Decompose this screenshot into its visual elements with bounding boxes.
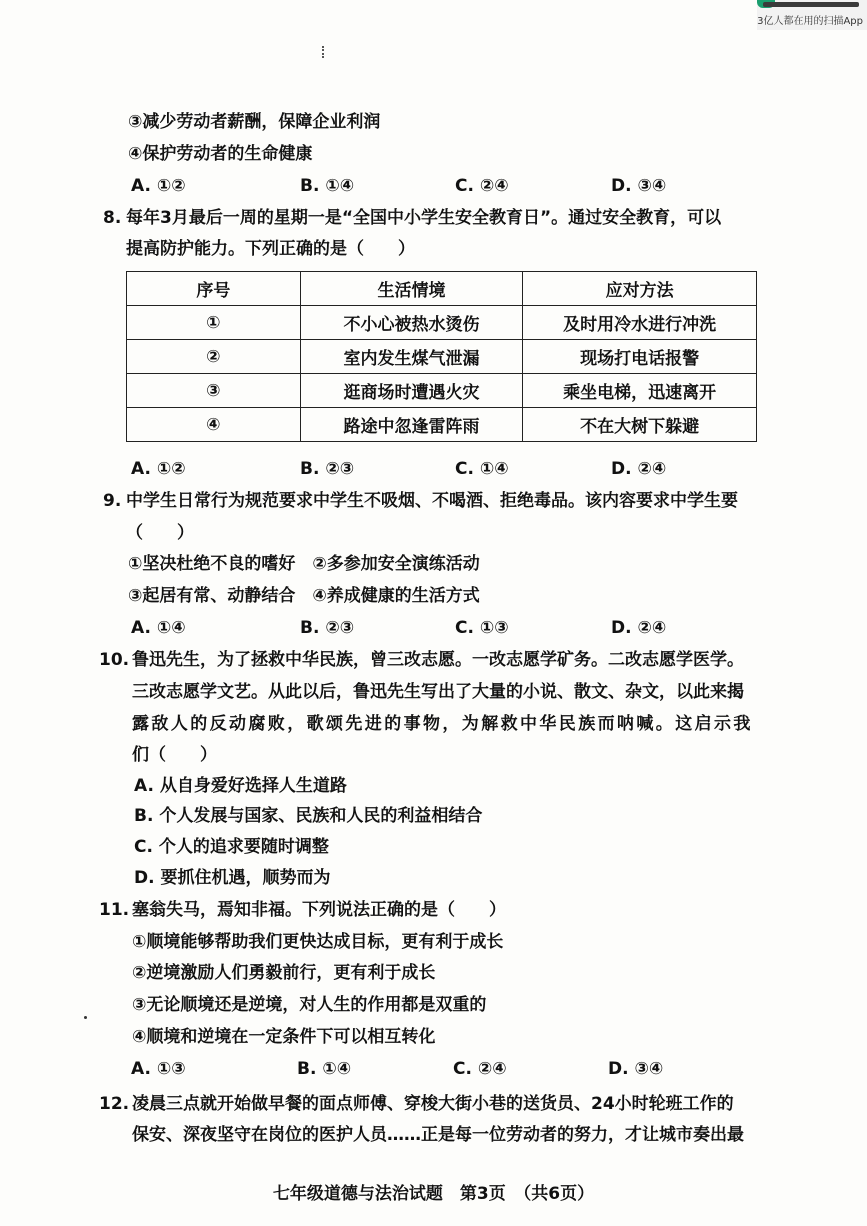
- q8-stem-line1: 每年3月最后一周的星期一是“全国中小学生安全教育日”。通过安全教育，可以: [126, 208, 722, 228]
- q9-stem-line1: 中学生日常行为规范要求中学生不吸烟、不喝酒、拒绝毒品。该内容要求中学生要: [126, 491, 738, 511]
- table-row: [127, 306, 757, 340]
- q7-option-b: B. ①④: [300, 176, 355, 196]
- q10-option-c: C. 个人的追求要随时调整: [134, 837, 329, 857]
- q10-option-d: D. 要抓住机遇，顺势而为: [134, 868, 331, 888]
- q8-option-a: A. ①②: [131, 459, 186, 479]
- scan-speck: [84, 1016, 87, 1019]
- q11-option-c: C. ②④: [453, 1059, 507, 1079]
- q11-item-3: ③无论顺境还是逆境，对人生的作用都是双重的: [132, 995, 487, 1015]
- q12-stem-line2: 保安、深夜坚守在岗位的医护人员……正是每一位劳动者的努力，才让城市奏出最: [132, 1125, 744, 1145]
- q7-item-3: ③减少劳动者薪酬，保障企业利润: [128, 112, 381, 132]
- q10-stem-line2: 三改志愿学文艺。从此以后，鲁迅先生写出了大量的小说、散文、杂文，以此来揭: [132, 682, 744, 702]
- q9-items-line1: ①坚决杜绝不良的嗜好 ②多参加安全演练活动: [128, 554, 480, 574]
- q11-item-1: ①顺境能够帮助我们更快达成目标，更有利于成长: [132, 932, 504, 952]
- table-row: [127, 408, 757, 442]
- q12-stem-line1: 凌晨三点就开始做早餐的面点师傅、穿梭大街小巷的送货员、24小时轮班工作的: [132, 1094, 734, 1114]
- q9-option-a: A. ①④: [131, 618, 186, 638]
- table-cell: 不小心被热水烫伤: [300, 306, 523, 340]
- q10-option-b: B. 个人发展与国家、民族和人民的利益相结合: [134, 806, 483, 826]
- watermark-bar: [763, 2, 859, 7]
- q9-option-c: C. ①③: [455, 618, 509, 638]
- table-cell: 逛商场时遭遇火灾: [300, 374, 523, 408]
- q8-number: 8.: [103, 208, 122, 228]
- table-header: 序号: [127, 272, 301, 306]
- table-cell: 现场打电话报警: [523, 340, 757, 374]
- table-cell: ②: [127, 340, 301, 374]
- q7-option-a: A. ①②: [131, 176, 186, 196]
- table-cell: ③: [127, 374, 301, 408]
- q11-number: 11.: [99, 900, 130, 920]
- q10-number: 10.: [99, 650, 130, 670]
- q7-option-d: D. ③④: [611, 176, 667, 196]
- q11-option-d: D. ③④: [608, 1059, 664, 1079]
- table-header-row: [127, 272, 757, 306]
- table-cell: 不在大树下躲避: [523, 408, 757, 442]
- scan-speck: [322, 46, 326, 58]
- q10-stem-line1: 鲁迅先生，为了拯救中华民族，曾三改志愿。一改志愿学矿务。二改志愿学医学。: [132, 650, 744, 670]
- q8-option-d: D. ②④: [611, 459, 667, 479]
- page-footer: 七年级道德与法治试题 第3页 （共6页）: [272, 1184, 595, 1204]
- table-header: 应对方法: [523, 272, 757, 306]
- table-cell: 路途中忽逢雷阵雨: [300, 408, 523, 442]
- q12-number: 12.: [99, 1094, 130, 1114]
- table-cell: 乘坐电梯，迅速离开: [523, 374, 757, 408]
- q7-item-4: ④保护劳动者的生命健康: [128, 144, 313, 164]
- q10-option-a: A. 从自身爱好选择人生道路: [134, 776, 347, 796]
- q9-items-line2: ③起居有常、动静结合 ④养成健康的生活方式: [128, 586, 480, 606]
- q8-option-c: C. ①④: [455, 459, 509, 479]
- q9-option-d: D. ②④: [611, 618, 667, 638]
- q9-number: 9.: [103, 491, 122, 511]
- q11-option-a: A. ①③: [131, 1059, 186, 1079]
- q11-stem: 塞翁失马，焉知非福。下列说法正确的是（ ）: [132, 900, 506, 920]
- q10-stem-line3: 露敌人的反动腐败，歌颂先进的事物，为解救中华民族而呐喊。这启示我: [132, 714, 753, 734]
- table-cell: ④: [127, 408, 301, 442]
- q11-option-b: B. ①④: [297, 1059, 352, 1079]
- watermark-text: 3亿人都在用的扫描App: [757, 16, 863, 27]
- table-cell: 及时用冷水进行冲洗: [523, 306, 757, 340]
- table-cell: ①: [127, 306, 301, 340]
- table-cell: 室内发生煤气泄漏: [300, 340, 523, 374]
- q8-table: [126, 271, 757, 442]
- q9-option-b: B. ②③: [300, 618, 355, 638]
- q11-item-2: ②逆境激励人们勇毅前行，更有利于成长: [132, 963, 436, 983]
- table-row: [127, 340, 757, 374]
- q7-option-c: C. ②④: [455, 176, 509, 196]
- table-row: [127, 374, 757, 408]
- q8-option-b: B. ②③: [300, 459, 355, 479]
- table-header: 生活情境: [300, 272, 523, 306]
- q10-stem-line4: 们（ ）: [132, 745, 217, 765]
- q11-item-4: ④顺境和逆境在一定条件下可以相互转化: [132, 1027, 436, 1047]
- q9-stem-line2: （ ）: [126, 523, 194, 543]
- q8-stem-line2: 提高防护能力。下列正确的是（ ）: [126, 239, 415, 259]
